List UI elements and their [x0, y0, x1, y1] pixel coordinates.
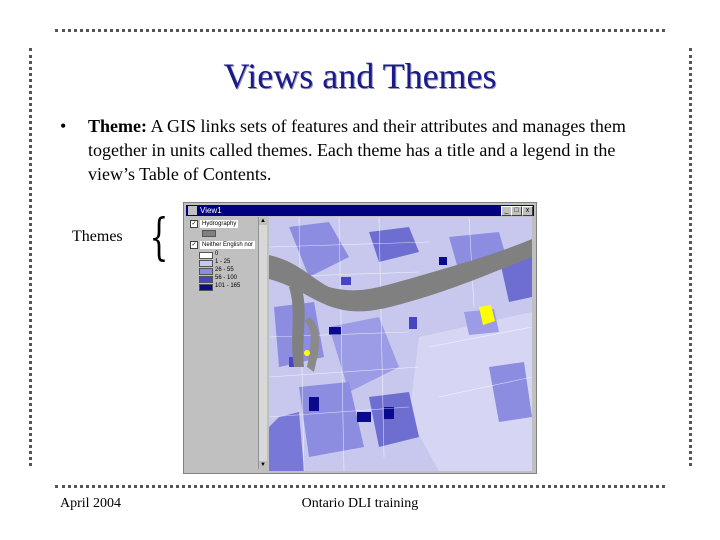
theme-name-neither-english: Neither English nor: [202, 242, 254, 248]
window-title: View1: [200, 206, 222, 215]
legend-label: 1 - 25: [215, 259, 231, 265]
footer-organization: Ontario DLI training: [301, 496, 419, 511]
themes-callout-label: Themes: [72, 228, 123, 245]
toc-scrollbar[interactable]: [258, 217, 267, 469]
bullet-term: Theme:: [88, 116, 147, 136]
footer-date: April 2004: [60, 496, 122, 511]
right-border: [689, 48, 692, 466]
brace-icon: {: [149, 208, 169, 266]
checkbox-neither-english[interactable]: ✓: [191, 242, 197, 248]
window-titlebar[interactable]: [186, 205, 534, 216]
map-canvas[interactable]: [269, 217, 532, 471]
left-border: [29, 48, 32, 466]
bullet-text: [88, 114, 653, 186]
map-image: [269, 217, 532, 471]
legend-swatch: [199, 260, 213, 267]
maximize-button[interactable]: □: [511, 206, 522, 216]
scroll-up-arrow-icon[interactable]: ▲: [260, 218, 266, 224]
bullet-symbol: •: [60, 116, 67, 136]
legend-swatch: [199, 252, 213, 259]
minimize-button[interactable]: _: [501, 206, 512, 216]
hydrography-swatch: [202, 230, 216, 237]
legend-swatch: [199, 268, 213, 275]
legend-swatch: [199, 284, 213, 291]
legend-label: 101 - 165: [215, 283, 241, 289]
slide-title: Views and Themes: [223, 56, 497, 96]
app-icon: [188, 206, 197, 215]
top-border: [55, 29, 665, 32]
bullet-definition: A GIS links sets of features and their attributes and manages them together in units called themes. Each theme has a title and a legend in the view’s Table of Contents.: [88, 116, 626, 184]
legend-label: 0: [215, 251, 219, 257]
bottom-border: [55, 485, 665, 488]
scroll-down-arrow-icon[interactable]: ▼: [260, 462, 266, 468]
checkbox-hydrography[interactable]: ✓: [191, 221, 197, 227]
table-of-contents: [187, 217, 267, 469]
legend-swatch: [199, 276, 213, 283]
theme-name-hydrography: Hydrography: [202, 221, 237, 227]
legend-label: 26 - 55: [215, 267, 234, 273]
gis-view-window: [183, 202, 537, 474]
close-button[interactable]: x: [522, 206, 533, 216]
legend-label: 56 - 100: [215, 275, 238, 281]
